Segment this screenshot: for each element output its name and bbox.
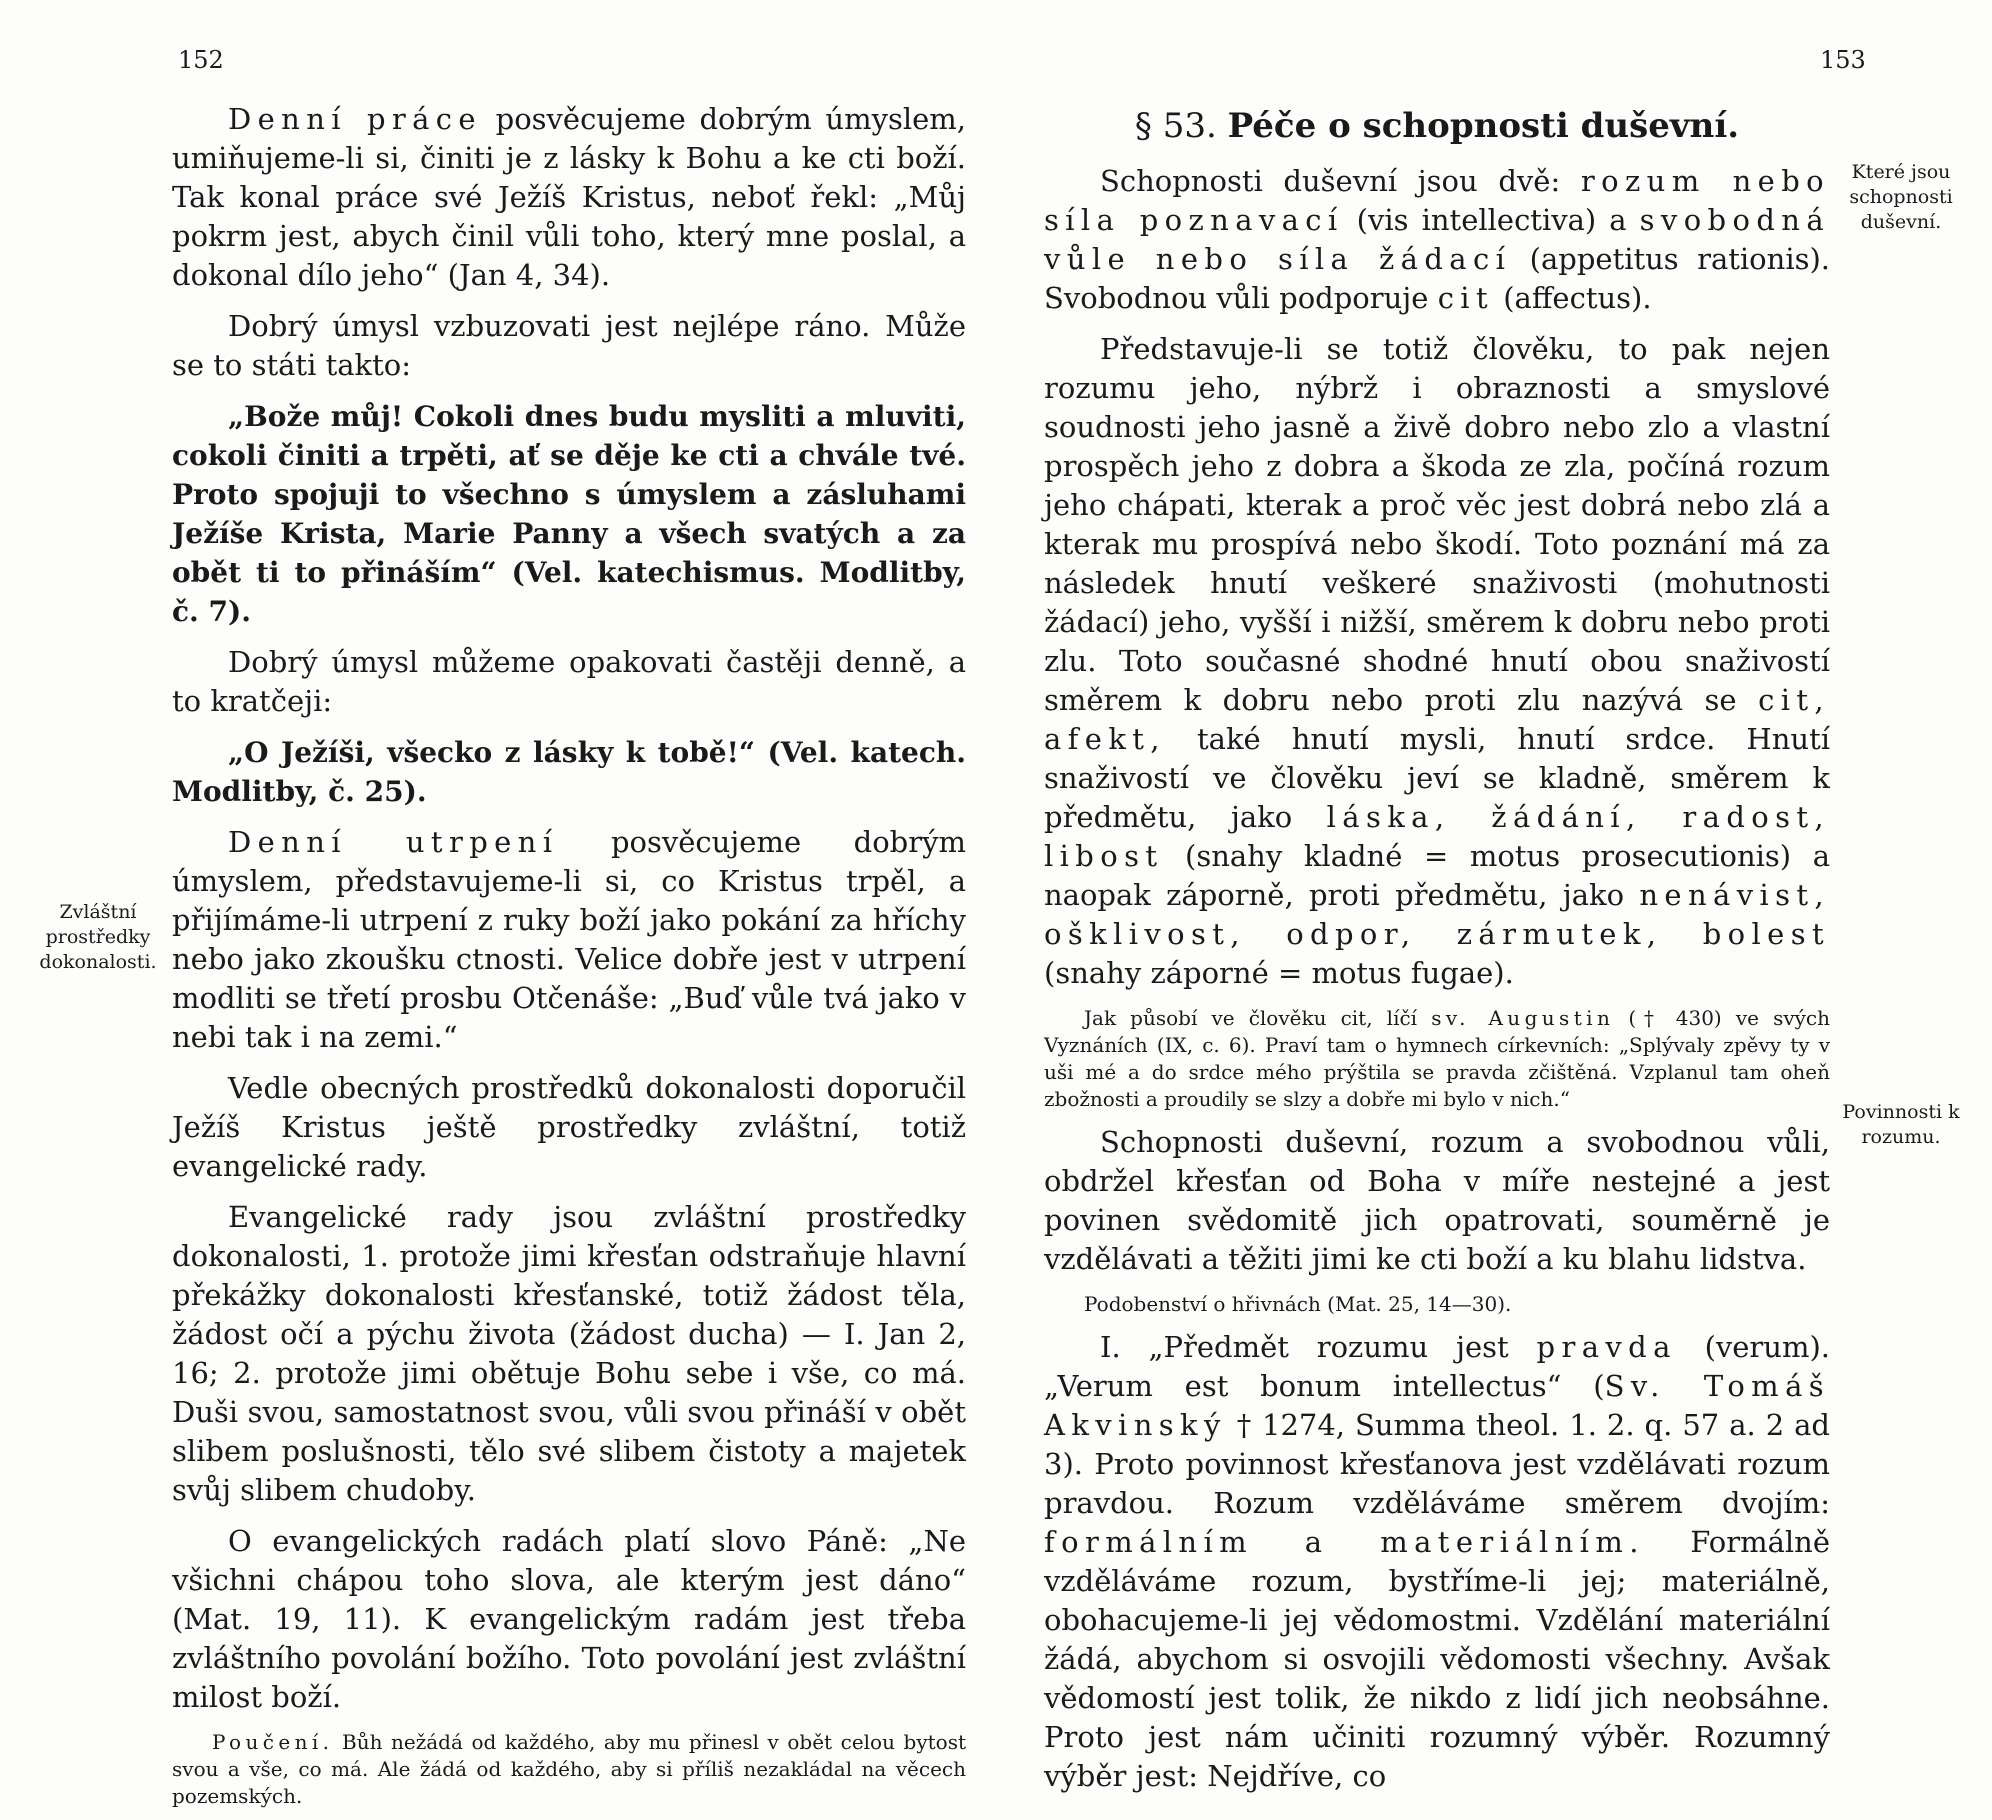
paragraph-text: posvěcujeme dobrým úmyslem, umiňujeme-li si, činiti je z lásky k Bohu a ke cti boží. Tak konal práce své Ježíš Kristus, neboť řekl: „Můj pokrm jest, abych činil vůli toho, který mne poslal, a dokonal dílo jeho“ (Jan 4, 34). (172, 102, 967, 292)
paragraph-text: (snahy kladné = motus prosecutionis) a naopak záporně, proti předmětu, jako (1044, 839, 1830, 912)
paragraph: Dobrý úmysl vzbuzovati jest nejlépe ráno. Může se to státi takto: (172, 309, 966, 382)
prayer-text: „O Ježíši, všecko z lásky k tobě!“ (Vel. katech. Modlitby, č. 25). (172, 736, 966, 808)
emphasis-spaced: Denní utrpení (228, 825, 559, 859)
emphasis-spaced: Sv. Tomáš Akvinský (1044, 1369, 1830, 1442)
right-page (996, 0, 1992, 1793)
footnote (172, 1729, 966, 1810)
paragraph-text: (snahy záporné = motus fugae). (1044, 956, 1514, 990)
paragraph (172, 823, 966, 1057)
footnote-text: Bůh nežádá od každého, aby mu přinesl v obět celou bytost svou a vše, co má. Ale žádá od každého, aby si příliš nezakládal na věcech pozemských. (172, 1730, 966, 1808)
text-column (1044, 104, 1830, 1808)
paragraph-text: také hnutí mysli, hnutí srdce. Hnutí snaživostí ve člověku jeví se kladně, směrem k předmětu, jako (1044, 722, 1830, 834)
emphasis-spaced: svobodná vůle nebo síla žádací (1044, 203, 1830, 276)
paragraph (172, 100, 966, 295)
margin-note: Zvláštní prostředky dokonalosti. (39, 901, 157, 973)
paragraph-text: (verum). „Verum est bonum intellectus“ ( (1044, 1330, 1830, 1403)
section-title: Péče o schopnosti duševní. (1227, 106, 1740, 146)
footnote-text: Jak působí ve člověku cit, líčí (1084, 1006, 1418, 1030)
paragraph-text: (appetitus rationis). Svobodnou vůli podporuje (1044, 242, 1831, 315)
prayer-text: „Bože můj! Cokoli dnes budu mysliti a mluviti, cokoli činiti a trpěti, ať se děje ke cti a chvále tvé. Proto spojuji to všechno s úmyslem a zásluhami Ježíše Krista, Marie Panny a všech svatých a za obět ti to přináším“ (Vel. katechismus. Modlitby, č. 7). (172, 400, 966, 628)
text-column (172, 100, 966, 1820)
section-heading (1044, 104, 1830, 148)
paragraph-text: Schopnosti duševní jsou dvě: (1100, 164, 1561, 198)
footnote-text: († 430) ve svých Vyznáních (IX, c. 6). Praví tam o hymnech církevních: „Splývaly zpěvy ty v uši mé a do srdce mého prýštila se pravda zčištěná. Vzplanul tam oheň zbožnosti a proudily se slzy a dobře mi bylo v nich.“ (1044, 1006, 1831, 1111)
paragraph (1044, 1328, 1830, 1796)
emphasis-spaced: nenávist, ošklivost, odpor, zármutek, bolest (1044, 878, 1831, 951)
emphasis-spaced: Poučení. (212, 1730, 334, 1754)
paragraph-text: I. „Předmět rozumu jest (1100, 1330, 1509, 1364)
page-number: 152 (178, 46, 224, 74)
paragraph: Vedle obecných prostředků dokonalosti doporučil Ježíš Kristus ještě prostředky zvláštní, totiž evangelické rady. (172, 1071, 966, 1183)
left-page (0, 0, 996, 1808)
paragraph: Schopnosti duševní, rozum a svobodnou vůli, obdržel křesťan od Boha v míře nestejné a jest povinen svědomitě jich opatrovati, souměrně je vzdělávati a těžiti jimi ke cti boží a ku blahu lidstva. (1044, 1125, 1830, 1276)
margin-note: Povinnosti k rozumu. (1842, 1101, 1960, 1148)
paragraph-text: Formálně vzděláváme rozum, bystříme-li jej; materiálně, obohacujeme-li jej vědomostmi. Vzdělání materiální žádá, abychom si osvojili vědomosti všechny. Avšak vědomostí jest tolik, že nikdo z lidí jich neobsáhne. Proto jest nám učiniti rozumný výběr. Rozumný výběr jest: Nejdříve, co (1044, 1525, 1830, 1793)
emphasis-spaced: láska, žádání, radost, libost (1044, 800, 1830, 873)
paragraph: Dobrý úmysl můžeme opakovati častěji denně, a to kratčeji: (172, 645, 966, 718)
emphasis-spaced: Denní práce (228, 102, 482, 136)
paragraph-text: (affectus). (1503, 281, 1652, 315)
paragraph-text: posvěcujeme dobrým úmyslem, představujeme-li si, co Kristus trpěl, a přijímáme-li utrpení z ruky boží jako pokání za hříchy nebo jako zkoušku ctnosti. Velice dobře jest v utrpení modliti se třetí prosbu Otčenáše: „Buď vůle tvá jako v nebi tak i na zemi.“ (172, 825, 966, 1054)
paragraph: O evangelických radách platí slovo Páně: „Ne všichni chápou toho slova, ale kterým jest dáno“ (Mat. 19, 11). K evangelickým radám jest třeba zvláštního povolání božího. Toto povolání jest zvláštní milost boží. (172, 1524, 966, 1714)
footnote (1044, 1005, 1830, 1113)
paragraph: Evangelické rady jsou zvláštní prostředky dokonalosti, 1. protože jimi křesťan odstraňuje hlavní překážky dokonalosti křesťanské, totiž žádost těla, žádost očí a pýchu života (žádost ducha) — I. Jan 2, 16; 2. protože jimi obětuje Bohu sebe i vše, co má. Duši svou, samostatnost svou, vůli svou přináší v obět slibem poslušnosti, tělo své slibem čistoty a majetek svůj slibem chudoby. (172, 1200, 966, 1507)
paragraph-text: Představuje-li se totiž člověku, to pak nejen rozumu jeho, nýbrž i obraznosti a smyslové soudnosti jeho jasně a živě dobro nebo zlo a vlastní prospěch jeho z dobra a škoda ze zla, počíná rozum jeho chápati, kterak a proč věc jest dobrá nebo zlá a kterak mu prospívá nebo škodí. Toto poznání má za následek hnutí veškeré snaživosti (mohutnosti žádací) jeho, vyšší i nižší, směrem k dobru nebo proti zlu. Toto současné shodné hnutí obou snaživostí směrem k dobru nebo proti zlu nazývá se (1044, 332, 1830, 717)
paragraph (1044, 330, 1830, 993)
margin-note: Které jsou schopnosti duševní. (1849, 161, 1953, 233)
section-number: § 53. (1134, 106, 1217, 146)
emphasis-spaced: cit (1437, 281, 1494, 315)
emphasis-spaced: sv. Augustin (1431, 1006, 1615, 1030)
emphasis-spaced: pravda (1536, 1330, 1677, 1364)
paragraph-text: † 1274, Summa theol. 1. 2. q. 57 a. 2 ad 3). Proto povinnost křesťanova jest vzdělávati rozum pravdou. Rozum vzděláváme směrem dvojím: (1044, 1408, 1830, 1520)
emphasis-spaced: rozum nebo síla poznavací (1044, 164, 1830, 237)
paragraph (1044, 162, 1830, 318)
footnote: Podobenství o hřivnách (Mat. 25, 14—30). (1084, 1292, 1512, 1316)
page-number: 153 (1820, 46, 1866, 74)
emphasis-spaced: cit, afekt, (1044, 683, 1830, 756)
paragraph-text: (vis intellectiva) a (1356, 203, 1627, 237)
emphasis-spaced: formálním a materiálním. (1044, 1525, 1645, 1559)
